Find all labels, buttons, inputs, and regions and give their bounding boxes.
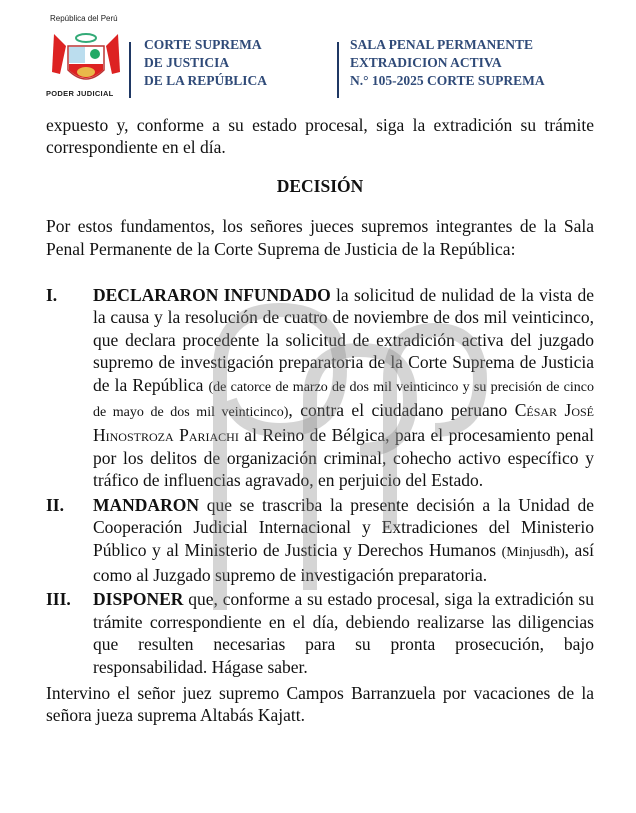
item-text-part: al Reino de Bélgica, para el procesamiento penal por los delitos de organización criminal, cohecho activo específico y tráfico de influencias agravado, en perjuicio del Estado. xyxy=(93,425,594,491)
item-text-part: , así como al Juzgado supremo de investigación preparatoria. xyxy=(93,539,594,585)
logo-bottom-text: PODER JUDICIAL xyxy=(46,89,114,98)
court-line: CORTE SUPREMA xyxy=(144,37,262,52)
item-text-part: la solicitud de nulidad de la vista de la causa y la resolución de cuatro de noviembre de dos mil veinticinco, que declara procedente la solicitud de extradición activa del juzgado supremo de investigación preparatoria de la Corte Suprema de Justicia de la República xyxy=(93,285,594,395)
item-number: III. xyxy=(46,589,71,610)
item-number: I. xyxy=(46,285,58,306)
item-text xyxy=(93,494,594,587)
case-info xyxy=(350,36,545,90)
intro-paragraph: expuesto y, conforme a su estado procesal, siga la extradición su trámite correspondiente en el día. xyxy=(46,115,594,158)
item-text-part: que se trascriba la presente decisión a la Unidad de Cooperación Judicial Internacional y Extradiciones del Ministerio Público y al Ministerio de Justicia y Derechos Humanos xyxy=(93,494,594,560)
decision-item xyxy=(46,494,594,587)
court-line: DE LA REPÚBLICA xyxy=(144,73,268,88)
item-text xyxy=(93,588,594,678)
case-line: EXTRADICION ACTIVA xyxy=(350,55,502,70)
item-text-part: , contra el ciudadano peruano xyxy=(288,400,515,421)
court-line: DE JUSTICIA xyxy=(144,55,230,70)
decision-item xyxy=(46,588,594,678)
preamble-paragraph: Por estos fundamentos, los señores jueces supremos integrantes de la Sala Penal Permanente de la Corte Suprema de Justicia de la República: xyxy=(46,216,594,259)
item-text xyxy=(93,284,594,492)
case-line: SALA PENAL PERMANENTE xyxy=(350,37,534,52)
item-text-part: que, conforme a su estado procesal, siga la extradición su trámite correspondiente en el día, debiendo realizarse las diligencias que resulten necesarias para su pronta prosecución, bajo responsabilidad. Hágase saber. xyxy=(93,589,594,677)
item-lead: DECLARARON INFUNDADO xyxy=(93,285,331,306)
header-divider xyxy=(129,42,131,98)
item-lead: DISPONER xyxy=(93,589,184,610)
person-name: César José Hinostroza Pariachi xyxy=(93,400,595,446)
item-number: II. xyxy=(46,494,64,515)
court-name xyxy=(144,36,267,90)
poder-judicial-logo xyxy=(46,14,126,98)
item-lead: MANDARON xyxy=(93,494,199,515)
document-body xyxy=(46,114,594,727)
case-line: N.° 105-2025 CORTE SUPREMA xyxy=(350,73,545,88)
header-divider xyxy=(337,42,339,98)
decision-item xyxy=(46,284,594,492)
item-parenthetical: (Minjusdh) xyxy=(501,544,565,560)
section-title: DECISIÓN xyxy=(276,175,364,196)
coat-of-arms-icon xyxy=(46,22,126,92)
document-header xyxy=(46,14,606,98)
item-parenthetical: (de catorce de marzo de dos mil veinticinco y su precisión de cinco de mayo de dos mil veinticinco) xyxy=(93,379,594,421)
logo-top-text: República del Perú xyxy=(50,14,118,23)
closing-paragraph: Intervino el señor juez supremo Campos Barranzuela por vacaciones de la señora jueza suprema Altabás Kajatt. xyxy=(46,682,594,726)
